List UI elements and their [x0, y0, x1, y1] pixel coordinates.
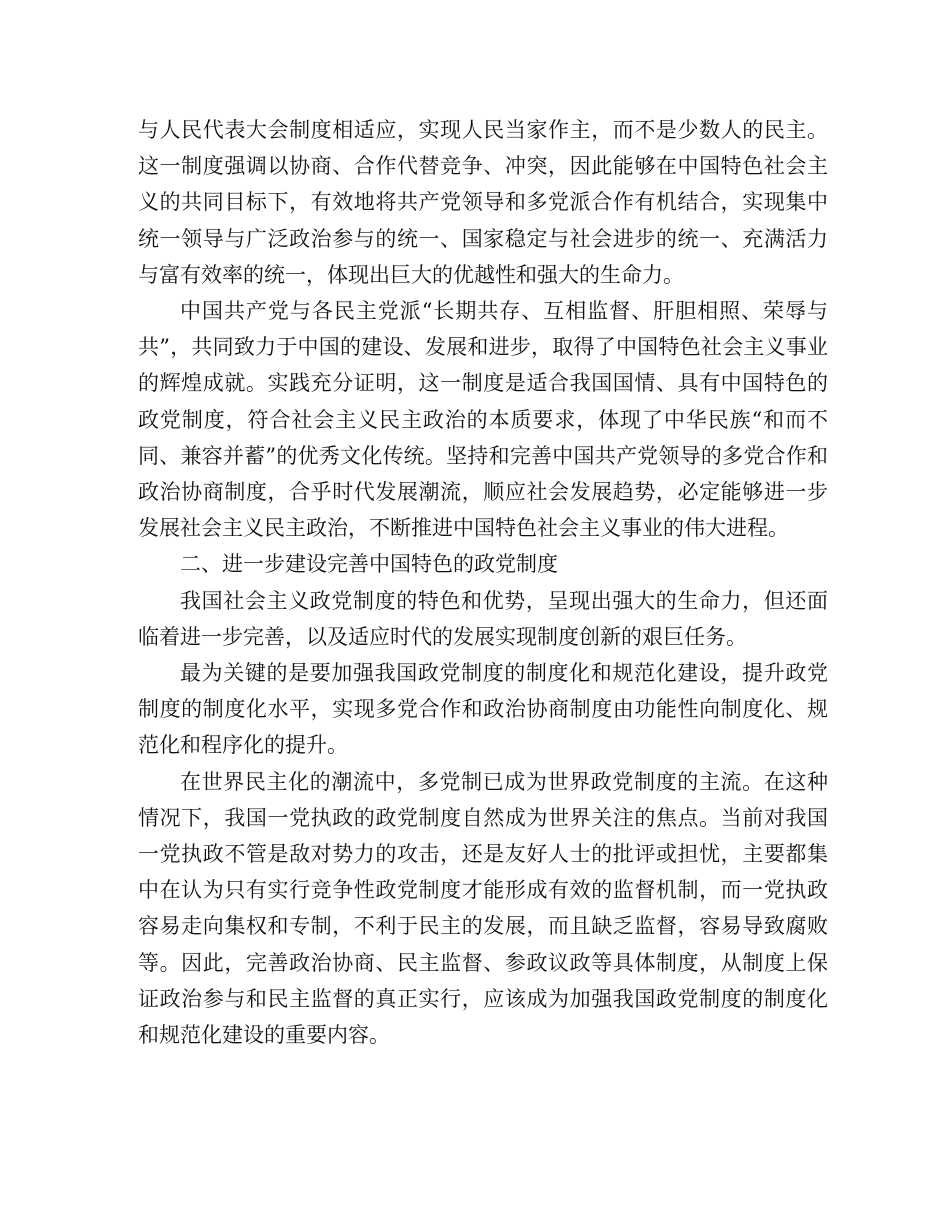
paragraph-continuation: 与人民代表大会制度相适应，实现人民当家作主，而不是少数人的民主。这一制度强调以协商、合作代替竞争、冲突，因此能够在中国特色社会主义的共同目标下，有效地将共产党领导和多党派合作有机结合，实现集中统一领导与广泛政治参与的统一、国家稳定与社会进步的统一、充满活力与富有效率的统一，体现出巨大的优越性和强大的生命力。: [138, 118, 828, 287]
paragraph-key-point: 最为关键的是要加强我国政党制度的制度化和规范化建设，提升政党制度的制度化水平，实现多党合作和政治协商制度由功能性向制度化、规范化和程序化的提升。: [138, 661, 828, 758]
paragraph-party-cooperation: 中国共产党与各民主党派“长期共存、互相监督、肝胆相照、荣辱与共”，共同致力于中国的建设、发展和进步，取得了中国特色社会主义事业的辉煌成就。实践充分证明，这一制度是适合我国国情、具有中国特色的政党制度，符合社会主义民主政治的本质要求，体现了中华民族“和而不同、兼容并蓄”的优秀文化传统。坚持和完善中国共产党领导的多党合作和政治协商制度，合乎时代发展潮流，顺应社会发展趋势，必定能够进一步发展社会主义民主政治，不断推进中国特色社会主义事业的伟大进程。: [138, 299, 828, 541]
document-body: [138, 112, 828, 1053]
paragraph-world-democratization: 在世界民主化的潮流中，多党制已成为世界政党制度的主流。在这种情况下，我国一党执政的政党制度自然成为世界关注的焦点。当前对我国一党执政不管是敌对势力的攻击，还是友好人士的批评或担忧，主要都集中在认为只有实行竞争性政党制度才能形成有效的监督机制，而一党执政容易走向集权和专制，不利于民主的发展，而且缺乏监督，容易导致腐败等。因此，完善政治协商、民主监督、参政议政等具体制度，从制度上保证政治参与和民主监督的真正实行，应该成为加强我国政党制度的制度化和规范化建设的重要内容。: [138, 769, 828, 1048]
paragraph-characteristics: 我国社会主义政党制度的特色和优势，呈现出强大的生命力，但还面临着进一步完善，以及适应时代的发展实现制度创新的艰巨任务。: [138, 588, 828, 649]
section-heading: 二、进一步建设完善中国特色的政党制度: [180, 552, 558, 577]
